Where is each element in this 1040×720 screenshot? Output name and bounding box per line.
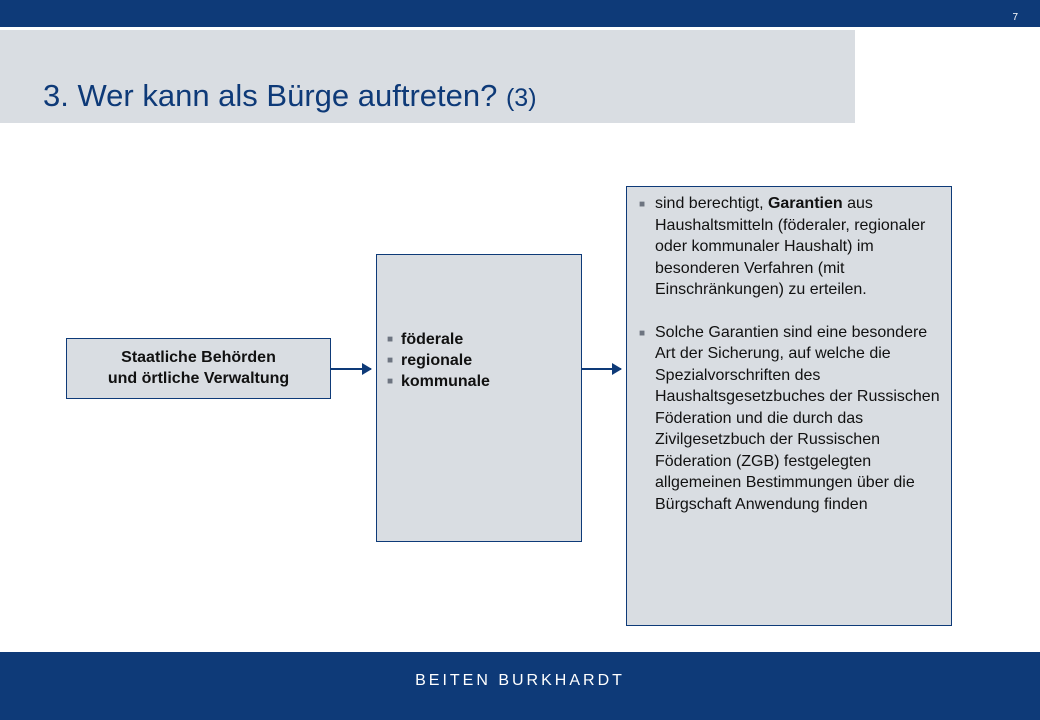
- authorities-line-2: und örtliche Verwaltung: [107, 370, 290, 387]
- slide-title: [43, 78, 537, 116]
- level-item: [387, 350, 581, 371]
- authorities-line-1: Staatliche Behörden: [121, 349, 276, 366]
- bullet-icon: ■: [639, 327, 646, 339]
- bullet-icon: ■: [639, 199, 646, 210]
- guarantee-text: Solche Garantien sind eine besondere Art der Sicherung, auf welche die Spezialvorschriften des Haushaltsgesetzbuches der Russischen Föderation und die durch das Zivilgesetzbuch der Russischen Föderation (ZGB) festgelegten allgemeinen Bestimmungen über die Bürgschaft Anwendung finden: [655, 323, 940, 513]
- bullet-icon: ■: [387, 376, 394, 387]
- arrow-right-icon: [331, 368, 371, 370]
- bullet-icon: ■: [387, 355, 394, 366]
- page-number: 7: [1012, 12, 1018, 23]
- level-label: regionale: [401, 352, 473, 369]
- guarantees-box: [626, 186, 952, 626]
- guarantee-text-bold: Garantien: [767, 195, 843, 212]
- level-item: [387, 329, 581, 350]
- slide-title-suffix: (3): [505, 84, 537, 112]
- level-item: [387, 371, 581, 392]
- guarantee-text-after: aus Haushaltsmitteln (föderaler, regionaler oder kommunaler Haushalt) im besonderen Verfahren (mit Einschränkungen) zu erteilen.: [655, 195, 926, 298]
- guarantee-point: [637, 193, 941, 301]
- guarantee-text-before: sind berechtigt,: [655, 195, 768, 212]
- levels-box: [376, 254, 582, 542]
- top-bar: [0, 0, 1040, 27]
- brand-logo-text: BEITEN BURKHARDT: [415, 672, 625, 689]
- level-label: föderale: [401, 331, 464, 348]
- slide-title-main: 3. Wer kann als Bürge auftreten?: [43, 78, 498, 113]
- bullet-icon: ■: [387, 334, 394, 345]
- authorities-box: [66, 338, 331, 399]
- arrow-right-icon: [582, 368, 621, 370]
- guarantee-point: [637, 322, 941, 516]
- level-label: kommunale: [401, 373, 490, 390]
